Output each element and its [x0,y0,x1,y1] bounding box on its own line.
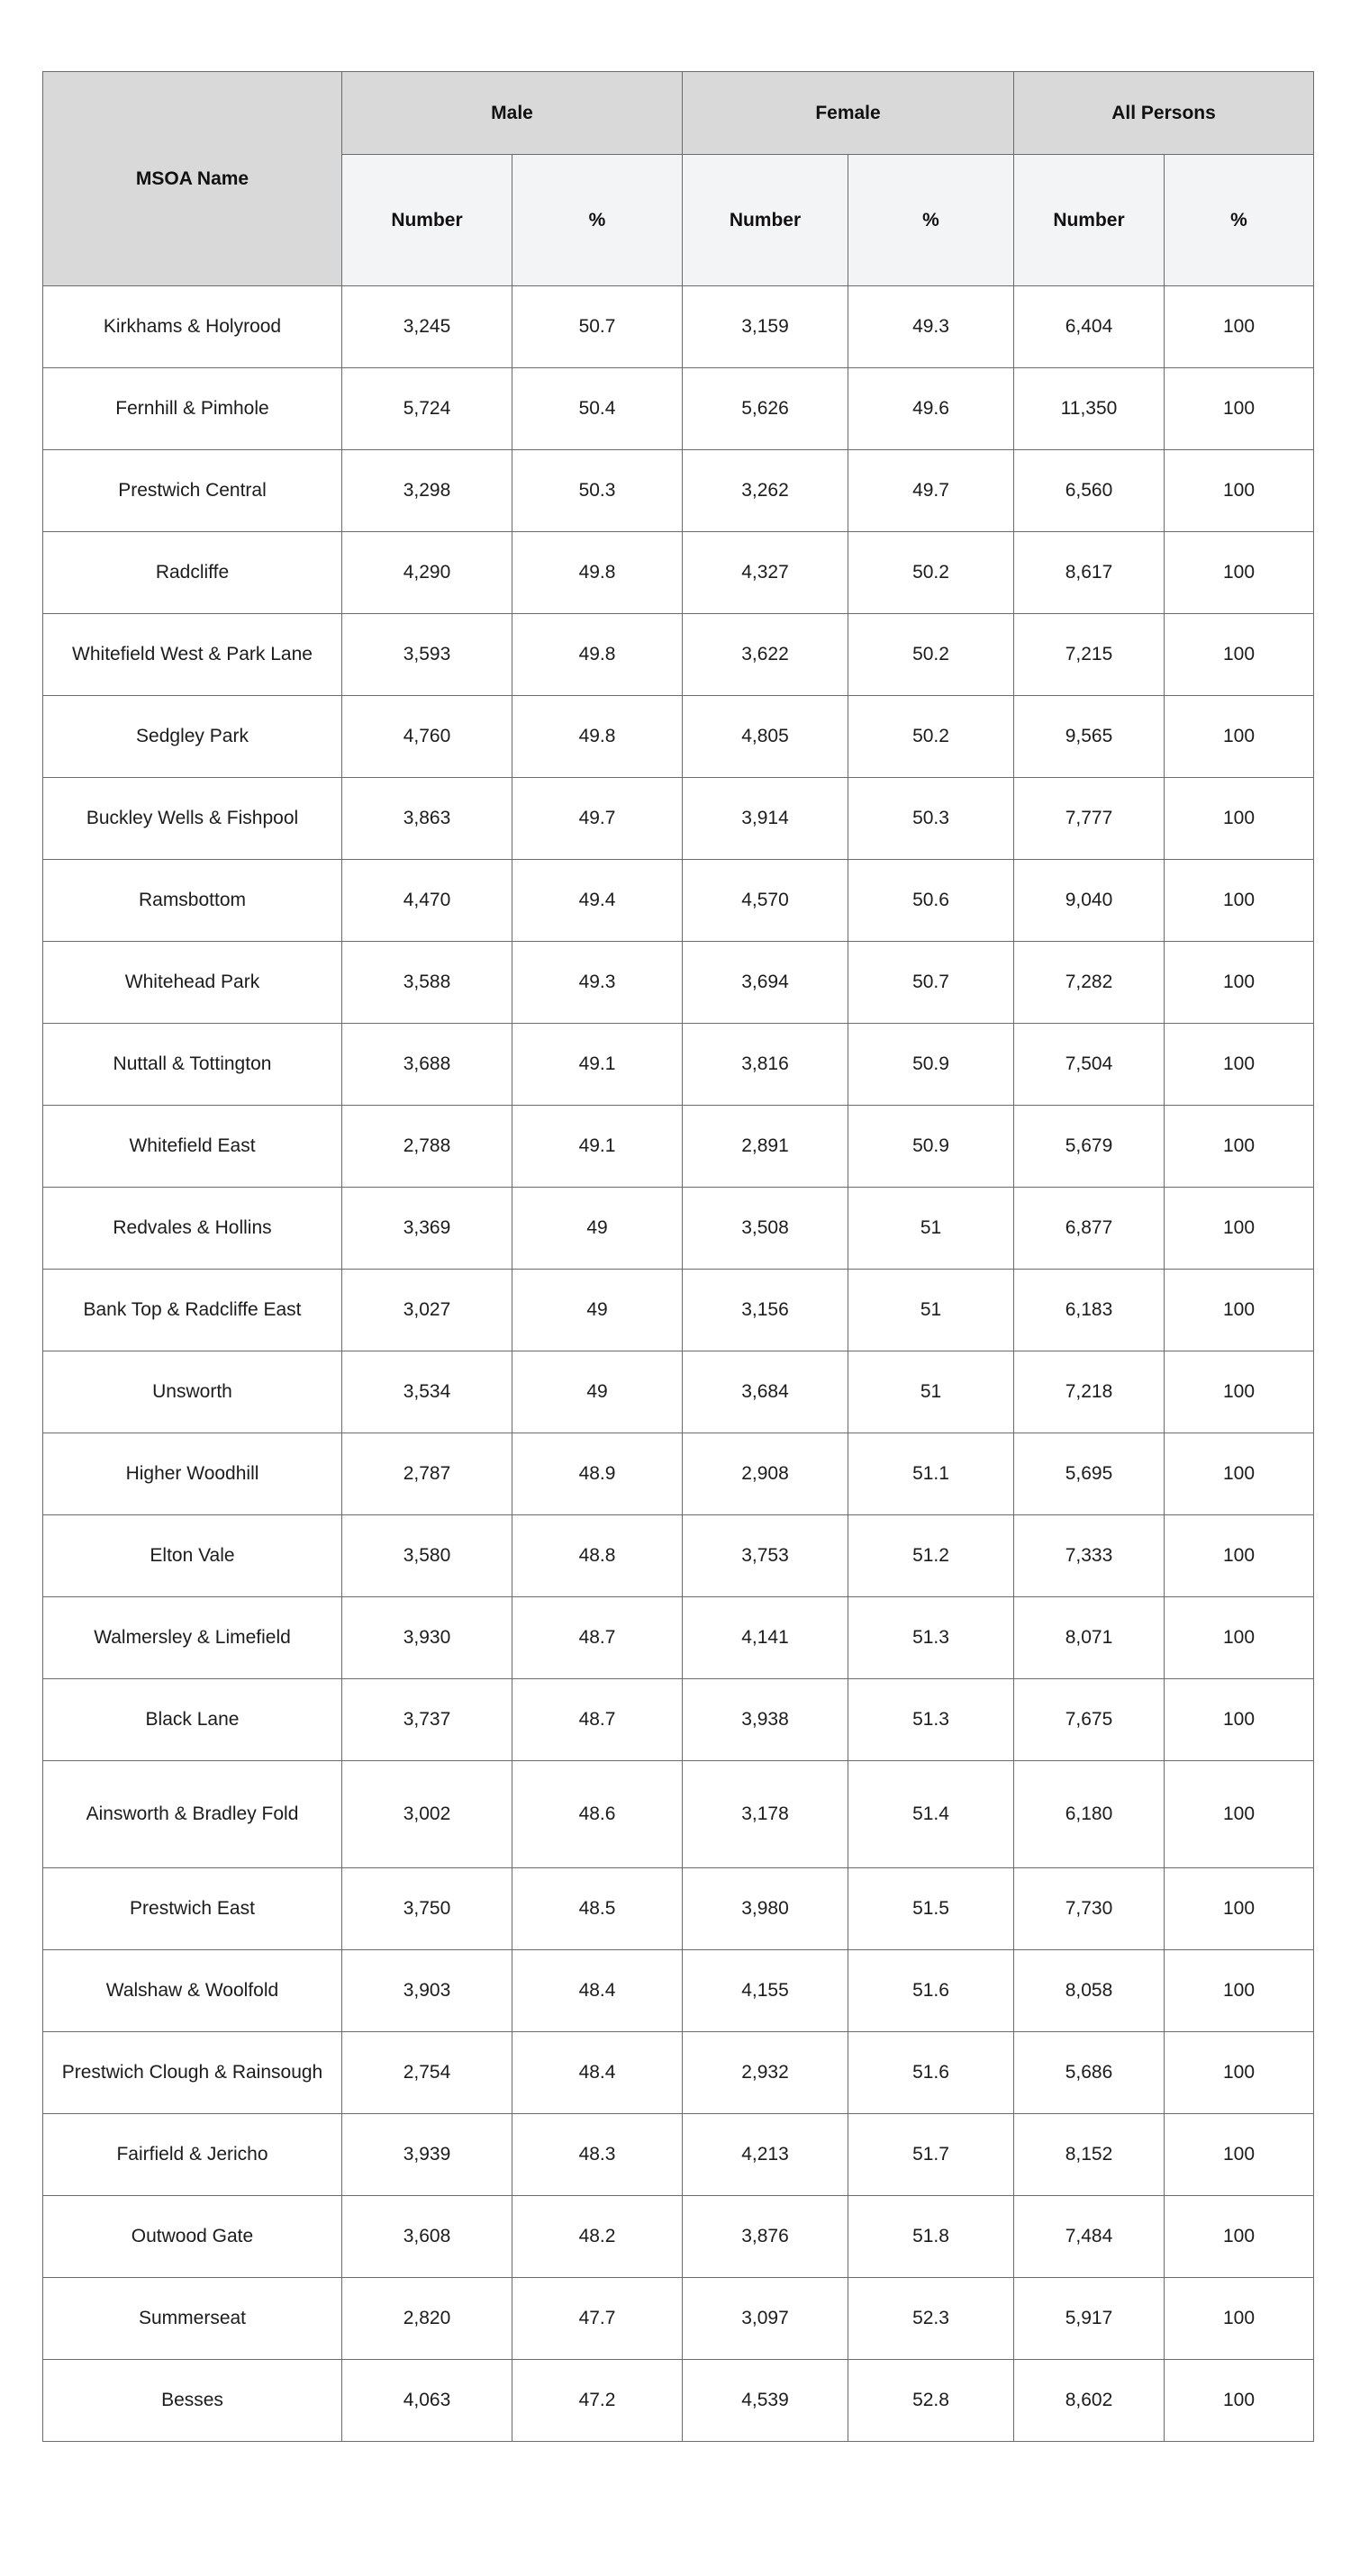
male-number-cell: 3,580 [342,1515,512,1597]
female-percent-cell: 51.6 [848,2032,1014,2114]
male-percent-cell: 48.7 [512,1679,683,1761]
female-percent-cell: 50.3 [848,778,1014,860]
all-number-cell: 5,679 [1014,1106,1165,1188]
male-number-cell: 4,470 [342,860,512,942]
female-number-cell: 3,262 [683,450,848,532]
male-number-cell: 3,534 [342,1351,512,1433]
male-number-header: Number [342,155,512,286]
all-number-cell: 7,215 [1014,614,1165,696]
female-percent-cell: 51.7 [848,2114,1014,2196]
msoa-name-cell: Outwood Gate [43,2196,342,2278]
table-row [43,2114,1314,2196]
male-percent-cell: 50.4 [512,368,683,450]
male-number-cell: 2,754 [342,2032,512,2114]
msoa-name-cell: Besses [43,2360,342,2442]
all-percent-cell: 100 [1165,614,1314,696]
msoa-name-cell: Higher Woodhill [43,1433,342,1515]
msoa-name-cell: Walmersley & Limefield [43,1597,342,1679]
all-percent-cell: 100 [1165,2278,1314,2360]
table-row [43,2196,1314,2278]
all-number-cell: 7,282 [1014,942,1165,1024]
female-number-cell: 4,327 [683,532,848,614]
female-number-cell: 3,980 [683,1868,848,1950]
msoa-name-cell: Whitehead Park [43,942,342,1024]
all-percent-cell: 100 [1165,1351,1314,1433]
all-number-cell: 5,686 [1014,2032,1165,2114]
msoa-name-cell: Prestwich Central [43,450,342,532]
male-percent-cell: 49 [512,1351,683,1433]
all-percent-cell: 100 [1165,860,1314,942]
msoa-name-cell: Fernhill & Pimhole [43,368,342,450]
male-percent-cell: 49.8 [512,696,683,778]
all-number-cell: 9,040 [1014,860,1165,942]
msoa-name-cell: Sedgley Park [43,696,342,778]
table-row [43,1950,1314,2032]
female-group-header: Female [683,72,1014,155]
all-percent-header: % [1165,155,1314,286]
all-number-cell: 11,350 [1014,368,1165,450]
male-number-cell: 3,939 [342,2114,512,2196]
male-number-cell: 4,760 [342,696,512,778]
msoa-name-cell: Radcliffe [43,532,342,614]
table-row [43,1597,1314,1679]
female-number-cell: 4,155 [683,1950,848,2032]
male-group-header: Male [342,72,683,155]
male-number-cell: 3,930 [342,1597,512,1679]
msoa-name-cell: Unsworth [43,1351,342,1433]
msoa-name-cell: Whitefield West & Park Lane [43,614,342,696]
all-percent-cell: 100 [1165,286,1314,368]
female-percent-cell: 51.8 [848,2196,1014,2278]
table-row [43,1188,1314,1270]
all-percent-cell: 100 [1165,942,1314,1024]
all-percent-cell: 100 [1165,1024,1314,1106]
all-percent-cell: 100 [1165,1679,1314,1761]
all-number-cell: 8,602 [1014,2360,1165,2442]
msoa-name-header: MSOA Name [43,72,342,286]
female-percent-cell: 50.7 [848,942,1014,1024]
table-row [43,1270,1314,1351]
all-number-cell: 7,675 [1014,1679,1165,1761]
table-row [43,1351,1314,1433]
msoa-name-cell: Black Lane [43,1679,342,1761]
male-percent-cell: 47.7 [512,2278,683,2360]
all-number-cell: 7,777 [1014,778,1165,860]
male-percent-cell: 49.3 [512,942,683,1024]
all-percent-cell: 100 [1165,1106,1314,1188]
table-row [43,696,1314,778]
msoa-name-cell: Summerseat [43,2278,342,2360]
all-percent-cell: 100 [1165,532,1314,614]
msoa-name-cell: Fairfield & Jericho [43,2114,342,2196]
table-row [43,1106,1314,1188]
all-number-cell: 7,333 [1014,1515,1165,1597]
all-number-header: Number [1014,155,1165,286]
male-percent-cell: 50.3 [512,450,683,532]
male-number-cell: 4,290 [342,532,512,614]
msoa-name-cell: Walshaw & Woolfold [43,1950,342,2032]
male-number-cell: 3,737 [342,1679,512,1761]
female-number-cell: 3,876 [683,2196,848,2278]
female-number-cell: 2,891 [683,1106,848,1188]
all-percent-cell: 100 [1165,2196,1314,2278]
all-number-cell: 6,180 [1014,1761,1165,1868]
male-percent-cell: 48.5 [512,1868,683,1950]
male-number-cell: 3,863 [342,778,512,860]
msoa-name-cell: Whitefield East [43,1106,342,1188]
table-row [43,942,1314,1024]
male-number-cell: 4,063 [342,2360,512,2442]
table-row [43,450,1314,532]
all-number-cell: 8,152 [1014,2114,1165,2196]
female-number-cell: 3,914 [683,778,848,860]
female-percent-cell: 51.3 [848,1597,1014,1679]
female-percent-cell: 50.6 [848,860,1014,942]
male-number-cell: 5,724 [342,368,512,450]
all-percent-cell: 100 [1165,368,1314,450]
male-number-cell: 3,688 [342,1024,512,1106]
female-number-cell: 3,938 [683,1679,848,1761]
female-percent-cell: 51.3 [848,1679,1014,1761]
male-percent-cell: 49.1 [512,1024,683,1106]
table-row [43,778,1314,860]
table-row [43,532,1314,614]
male-percent-cell: 48.9 [512,1433,683,1515]
male-number-cell: 3,588 [342,942,512,1024]
header-group-row [43,72,1314,155]
female-number-cell: 3,694 [683,942,848,1024]
all-percent-cell: 100 [1165,1597,1314,1679]
female-percent-cell: 50.9 [848,1024,1014,1106]
msoa-name-cell: Ainsworth & Bradley Fold [43,1761,342,1868]
table-row [43,1679,1314,1761]
all-number-cell: 8,617 [1014,532,1165,614]
male-number-cell: 3,903 [342,1950,512,2032]
table-row [43,2278,1314,2360]
table-row [43,2032,1314,2114]
female-number-cell: 4,805 [683,696,848,778]
female-percent-cell: 51.6 [848,1950,1014,2032]
male-number-cell: 2,787 [342,1433,512,1515]
table-row [43,1868,1314,1950]
table-row [43,2360,1314,2442]
male-percent-cell: 48.8 [512,1515,683,1597]
all-percent-cell: 100 [1165,778,1314,860]
all-persons-group-header: All Persons [1014,72,1314,155]
all-percent-cell: 100 [1165,2032,1314,2114]
female-percent-cell: 49.3 [848,286,1014,368]
female-percent-cell: 50.2 [848,696,1014,778]
all-number-cell: 6,183 [1014,1270,1165,1351]
female-percent-cell: 50.2 [848,614,1014,696]
female-percent-cell: 52.8 [848,2360,1014,2442]
all-number-cell: 7,730 [1014,1868,1165,1950]
male-percent-cell: 48.4 [512,1950,683,2032]
all-percent-cell: 100 [1165,450,1314,532]
male-percent-cell: 49.7 [512,778,683,860]
female-percent-cell: 51 [848,1188,1014,1270]
male-percent-cell: 49 [512,1188,683,1270]
female-percent-cell: 49.7 [848,450,1014,532]
female-number-cell: 3,684 [683,1351,848,1433]
female-number-header: Number [683,155,848,286]
table-row [43,860,1314,942]
female-percent-cell: 50.2 [848,532,1014,614]
msoa-name-cell: Redvales & Hollins [43,1188,342,1270]
male-number-cell: 3,608 [342,2196,512,2278]
female-percent-cell: 51.2 [848,1515,1014,1597]
table-row [43,1515,1314,1597]
female-number-cell: 3,156 [683,1270,848,1351]
table-row [43,286,1314,368]
msoa-name-cell: Nuttall & Tottington [43,1024,342,1106]
male-number-cell: 2,788 [342,1106,512,1188]
female-percent-cell: 51 [848,1351,1014,1433]
female-number-cell: 5,626 [683,368,848,450]
population-table-container [42,71,1313,2442]
male-number-cell: 3,298 [342,450,512,532]
population-table [42,71,1314,2442]
all-number-cell: 7,504 [1014,1024,1165,1106]
male-percent-cell: 49.8 [512,614,683,696]
female-percent-cell: 51 [848,1270,1014,1351]
msoa-name-cell: Kirkhams & Holyrood [43,286,342,368]
female-number-cell: 2,932 [683,2032,848,2114]
all-percent-cell: 100 [1165,1433,1314,1515]
male-percent-cell: 49 [512,1270,683,1351]
all-percent-cell: 100 [1165,1868,1314,1950]
msoa-name-cell: Prestwich Clough & Rainsough [43,2032,342,2114]
female-number-cell: 3,159 [683,286,848,368]
msoa-name-cell: Bank Top & Radcliffe East [43,1270,342,1351]
male-percent-cell: 49.1 [512,1106,683,1188]
female-percent-cell: 49.6 [848,368,1014,450]
male-percent-cell: 47.2 [512,2360,683,2442]
table-row [43,368,1314,450]
male-number-cell: 3,002 [342,1761,512,1868]
female-percent-cell: 51.1 [848,1433,1014,1515]
female-number-cell: 3,753 [683,1515,848,1597]
female-percent-cell: 52.3 [848,2278,1014,2360]
male-percent-cell: 48.7 [512,1597,683,1679]
all-percent-cell: 100 [1165,1950,1314,2032]
all-percent-cell: 100 [1165,1515,1314,1597]
female-percent-cell: 50.9 [848,1106,1014,1188]
male-percent-cell: 48.3 [512,2114,683,2196]
all-number-cell: 9,565 [1014,696,1165,778]
all-number-cell: 6,560 [1014,450,1165,532]
all-percent-cell: 100 [1165,1270,1314,1351]
female-percent-cell: 51.5 [848,1868,1014,1950]
female-number-cell: 3,508 [683,1188,848,1270]
male-percent-header: % [512,155,683,286]
table-row [43,1433,1314,1515]
male-number-cell: 3,027 [342,1270,512,1351]
all-number-cell: 5,917 [1014,2278,1165,2360]
female-percent-header: % [848,155,1014,286]
male-percent-cell: 50.7 [512,286,683,368]
female-number-cell: 3,097 [683,2278,848,2360]
all-percent-cell: 100 [1165,2114,1314,2196]
female-number-cell: 4,213 [683,2114,848,2196]
table-body [43,286,1314,2442]
male-number-cell: 2,820 [342,2278,512,2360]
female-number-cell: 3,178 [683,1761,848,1868]
male-number-cell: 3,245 [342,286,512,368]
all-percent-cell: 100 [1165,696,1314,778]
all-number-cell: 5,695 [1014,1433,1165,1515]
all-number-cell: 6,404 [1014,286,1165,368]
female-number-cell: 4,570 [683,860,848,942]
msoa-name-cell: Buckley Wells & Fishpool [43,778,342,860]
female-number-cell: 3,816 [683,1024,848,1106]
female-percent-cell: 51.4 [848,1761,1014,1868]
all-number-cell: 7,218 [1014,1351,1165,1433]
male-number-cell: 3,369 [342,1188,512,1270]
all-number-cell: 8,058 [1014,1950,1165,2032]
all-percent-cell: 100 [1165,2360,1314,2442]
msoa-name-cell: Elton Vale [43,1515,342,1597]
all-number-cell: 7,484 [1014,2196,1165,2278]
all-number-cell: 6,877 [1014,1188,1165,1270]
male-number-cell: 3,593 [342,614,512,696]
male-percent-cell: 48.2 [512,2196,683,2278]
male-percent-cell: 49.8 [512,532,683,614]
msoa-name-cell: Ramsbottom [43,860,342,942]
all-percent-cell: 100 [1165,1761,1314,1868]
table-row [43,1024,1314,1106]
male-percent-cell: 49.4 [512,860,683,942]
female-number-cell: 4,539 [683,2360,848,2442]
male-percent-cell: 48.4 [512,2032,683,2114]
all-number-cell: 8,071 [1014,1597,1165,1679]
msoa-name-cell: Prestwich East [43,1868,342,1950]
all-percent-cell: 100 [1165,1188,1314,1270]
table-row [43,614,1314,696]
male-number-cell: 3,750 [342,1868,512,1950]
female-number-cell: 2,908 [683,1433,848,1515]
male-percent-cell: 48.6 [512,1761,683,1868]
table-row [43,1761,1314,1868]
female-number-cell: 4,141 [683,1597,848,1679]
female-number-cell: 3,622 [683,614,848,696]
